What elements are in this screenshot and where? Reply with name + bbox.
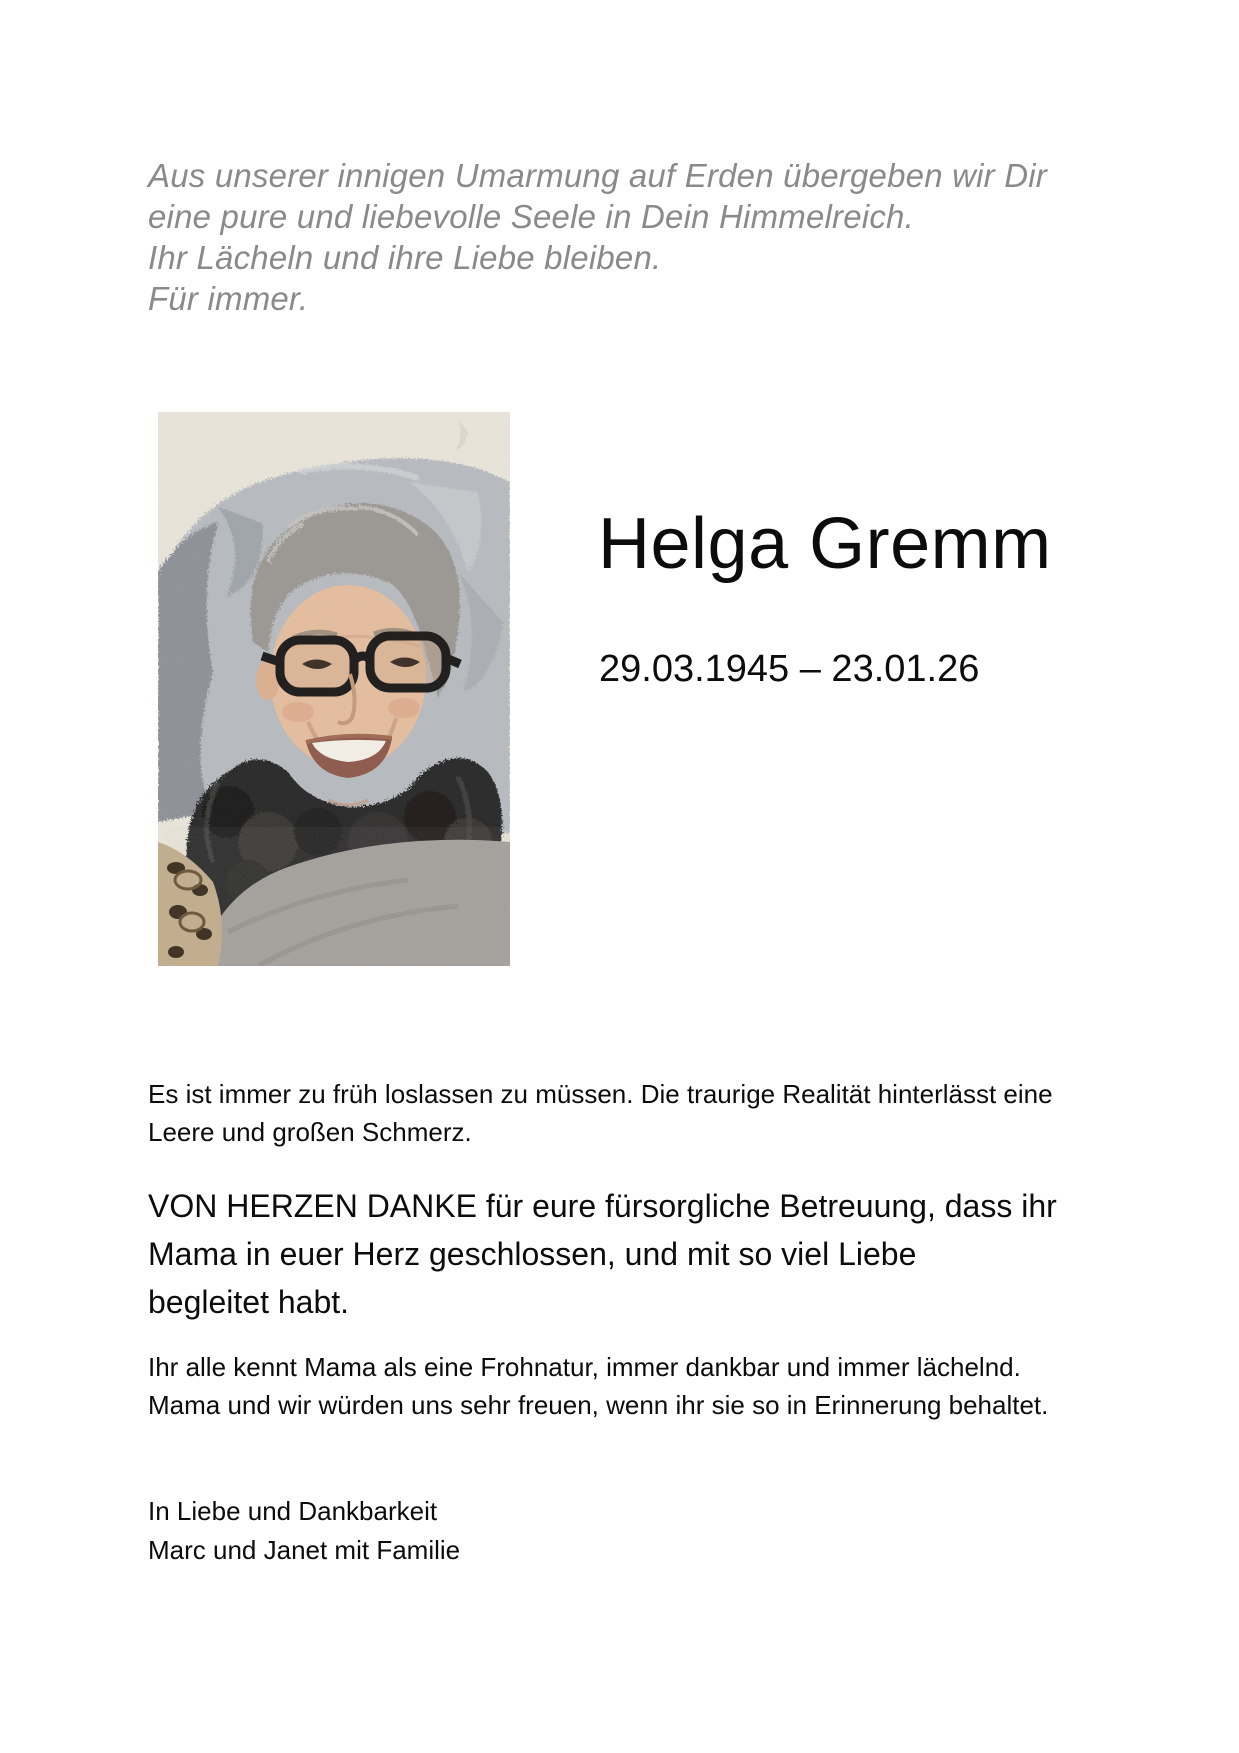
deceased-name: Helga Gremm bbox=[598, 504, 1052, 584]
closing-line-1: In Liebe und Dankbarkeit bbox=[148, 1496, 438, 1526]
quote-line-1: Aus unserer innigen Umarmung auf Erden übergeben wir Dir bbox=[148, 157, 1047, 194]
portrait-photo bbox=[158, 412, 510, 966]
paragraph-thanks-line-3: begleitet habt. bbox=[148, 1284, 350, 1320]
closing-line-2: Marc und Janet mit Familie bbox=[148, 1535, 461, 1565]
quote-line-2: eine pure und liebevolle Seele in Dein Himmelreich. bbox=[148, 198, 914, 235]
paragraph-thanks bbox=[148, 1182, 1057, 1326]
quote-line-4: Für immer. bbox=[148, 280, 309, 317]
paragraph-grief-line-2: Leere und großen Schmerz. bbox=[148, 1117, 472, 1147]
closing-signature bbox=[148, 1492, 460, 1570]
paragraph-grief bbox=[148, 1075, 1053, 1151]
paragraph-thanks-line-1: VON HERZEN DANKE für eure fürsorgliche Betreuung, dass ihr bbox=[148, 1188, 1057, 1224]
paragraph-remembrance-line-1: Ihr alle kennt Mama als eine Frohnatur, immer dankbar und immer lächelnd. bbox=[148, 1352, 1021, 1382]
life-dates: 29.03.1945 – 23.01.26 bbox=[599, 648, 980, 690]
paragraph-grief-line-1: Es ist immer zu früh loslassen zu müssen. Die traurige Realität hinterlässt eine bbox=[148, 1079, 1053, 1109]
opening-quote bbox=[148, 155, 1047, 319]
quote-line-3: Ihr Lächeln und ihre Liebe bleiben. bbox=[148, 239, 662, 276]
paragraph-remembrance-line-2: Mama und wir würden uns sehr freuen, wenn ihr sie so in Erinnerung behaltet. bbox=[148, 1390, 1049, 1420]
paragraph-thanks-line-2: Mama in euer Herz geschlossen, und mit so viel Liebe bbox=[148, 1236, 917, 1272]
paragraph-remembrance bbox=[148, 1348, 1048, 1424]
